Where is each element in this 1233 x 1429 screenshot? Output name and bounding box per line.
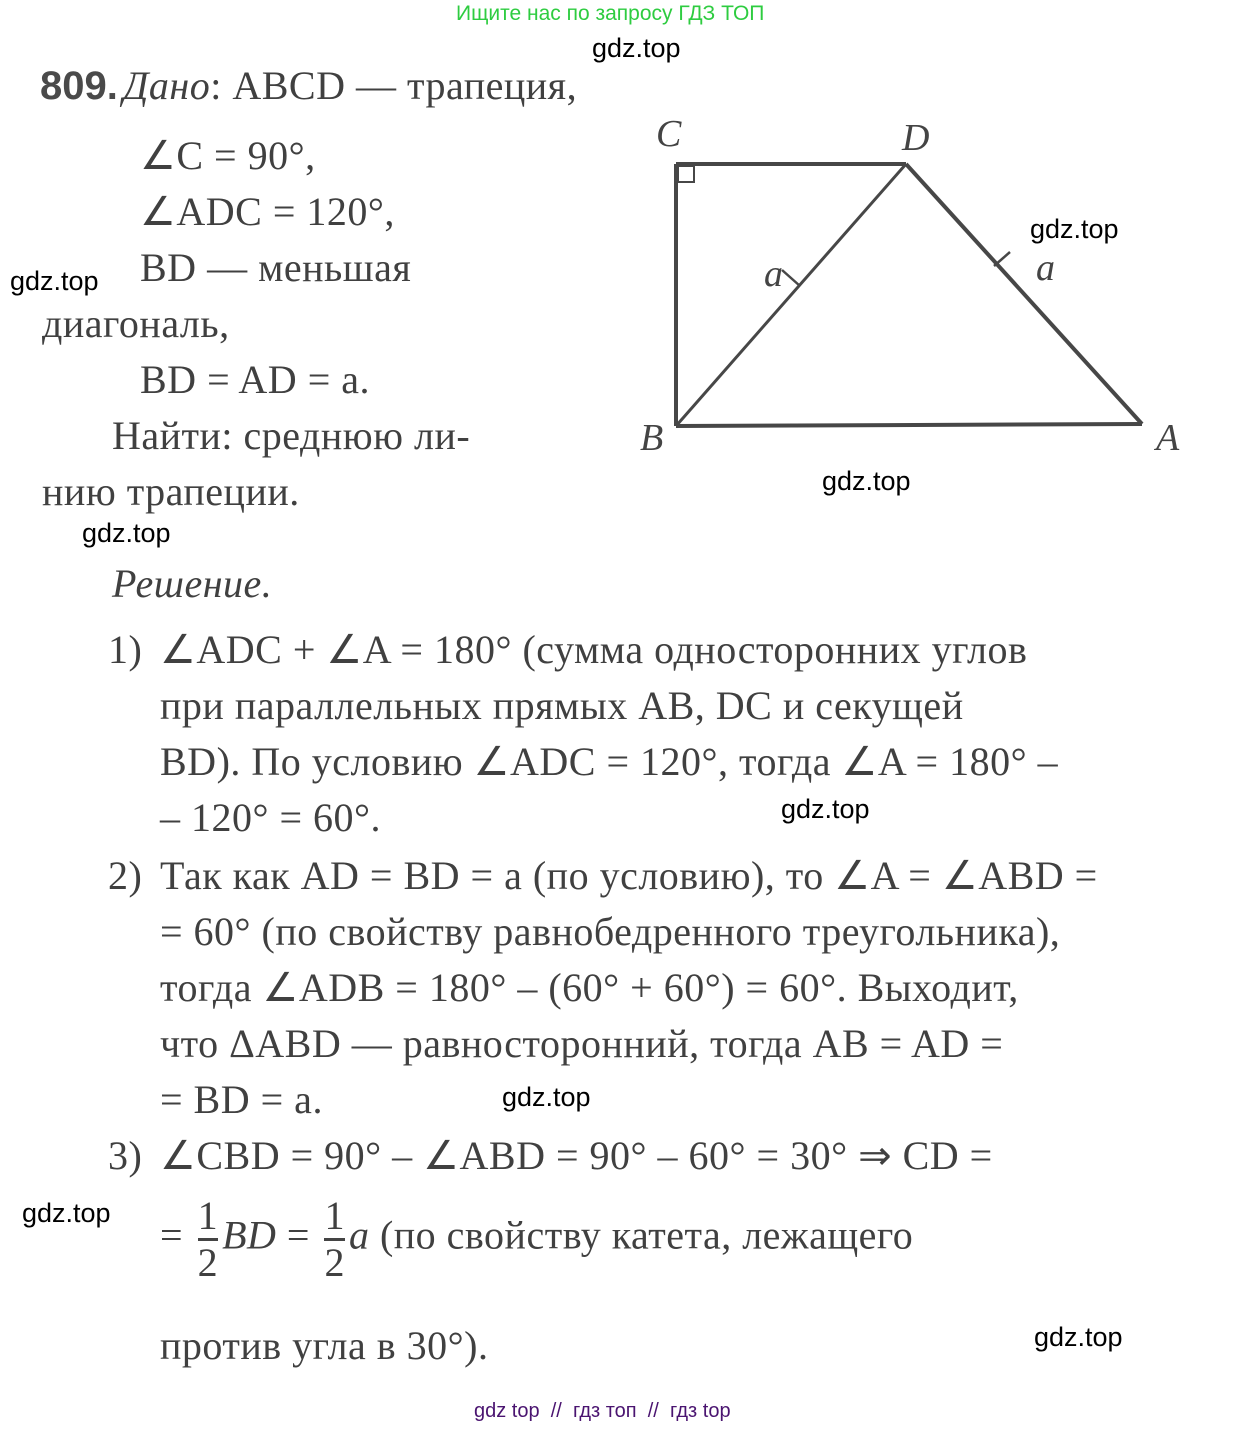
problem-number: 809.: [40, 64, 118, 108]
watermark: gdz.top: [22, 1198, 111, 1228]
fraction-numerator: 1: [324, 1193, 345, 1238]
explanation: (по свойству катета, лежащего: [379, 1212, 914, 1258]
step-line: ∠ADC + ∠A = 180° (сумма односторонних углов: [160, 627, 1028, 672]
side-label-bd: a: [764, 253, 783, 295]
watermark: gdz.top: [822, 466, 911, 496]
given-line: диагональ,: [42, 301, 230, 346]
solution-heading: Решение.: [112, 561, 273, 606]
fraction-denominator: 2: [197, 1240, 219, 1285]
term-bd: BD: [222, 1212, 277, 1258]
side-label-ad: a: [1036, 247, 1055, 289]
given-line: BD — меньшая: [140, 245, 412, 290]
step-line: при параллельных прямых AB, DC и секущей: [160, 683, 964, 728]
watermark: gdz.top: [592, 33, 681, 63]
fraction-line: [160, 1193, 914, 1285]
vertex-label-d: D: [902, 117, 930, 159]
find-line: нию трапеции.: [42, 469, 300, 514]
watermark: gdz.top: [82, 518, 171, 548]
step-line: против угла в 30°).: [160, 1323, 489, 1368]
watermark: gdz.top: [10, 266, 99, 296]
find-line: Найти: среднюю ли-: [112, 413, 471, 458]
vertex-label-b: B: [640, 417, 664, 459]
given-line: BD = AD = a.: [140, 357, 371, 402]
equals-sign: =: [286, 1212, 310, 1258]
vertex-label-c: C: [656, 113, 682, 155]
step-number: 1): [108, 627, 143, 672]
watermark: gdz.top: [502, 1082, 591, 1112]
vertex-label-a: A: [1156, 417, 1180, 459]
watermark: gdz.top: [781, 794, 870, 824]
given-line: ∠ADC = 120°,: [140, 189, 395, 234]
search-banner: Ищите нас по запросу ГДЗ ТОП: [456, 2, 765, 25]
fraction-denominator: 2: [324, 1240, 345, 1285]
watermark: gdz.top: [1034, 1322, 1123, 1352]
step-line: Так как AD = BD = a (по условию), то ∠A = ∠ABD =: [160, 853, 1098, 898]
step-line: что ΔABD — равносторонний, тогда AB = AD =: [160, 1021, 1004, 1066]
step-line: ∠CBD = 90° – ∠ABD = 90° – 60° = 30° ⇒ CD =: [160, 1133, 993, 1178]
equals-sign: =: [160, 1212, 184, 1258]
step-number: 3): [108, 1133, 143, 1178]
step-line: – 120° = 60°.: [160, 795, 382, 840]
step-line: BD). По условию ∠ADC = 120°, тогда ∠A = 180° –: [160, 739, 1059, 784]
term-a: a: [348, 1212, 370, 1258]
step-number: 2): [108, 853, 143, 898]
fraction-one-half: [324, 1193, 345, 1285]
fraction-numerator: 1: [197, 1193, 219, 1238]
step-line: тогда ∠ADB = 180° – (60° + 60°) = 60°. Выходит,: [160, 965, 1019, 1010]
given-line: : ABCD — трапеция,: [210, 63, 578, 108]
problem-header: [40, 62, 577, 109]
footer-links: gdz top // гдз топ // гдз top: [474, 1400, 731, 1422]
fraction-one-half: [197, 1193, 219, 1285]
watermark: gdz.top: [1030, 214, 1119, 244]
step-line: = 60° (по свойству равнобедренного треугольника),: [160, 909, 1061, 954]
given-label: Дано: [122, 63, 211, 108]
given-line: ∠C = 90°,: [140, 133, 316, 178]
trapezoid-figure: [630, 100, 1210, 470]
step-line: = BD = a.: [160, 1077, 323, 1122]
